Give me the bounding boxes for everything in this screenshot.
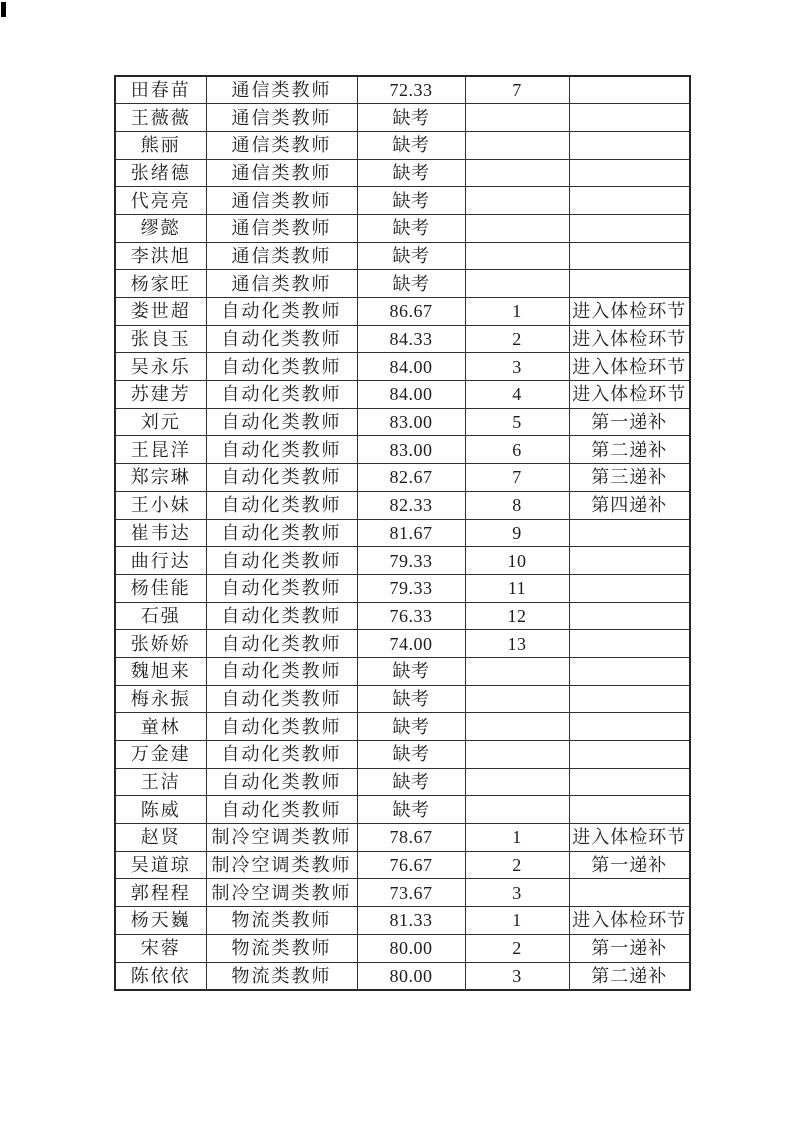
cell-score: 缺考 — [357, 796, 465, 824]
table-row — [115, 879, 690, 907]
cell-name: 杨佳能 — [115, 574, 206, 602]
cell-score: 73.67 — [357, 879, 465, 907]
cell-name: 陈依依 — [115, 962, 206, 990]
cell-name: 张良玉 — [115, 325, 206, 353]
cell-score: 81.67 — [357, 519, 465, 547]
cell-status: 第四递补 — [569, 491, 690, 519]
table-row — [115, 768, 690, 796]
cell-name: 宋蓉 — [115, 934, 206, 962]
cell-score: 81.33 — [357, 907, 465, 935]
cell-score: 84.00 — [357, 353, 465, 381]
cell-rank — [465, 768, 569, 796]
cell-score: 83.00 — [357, 408, 465, 436]
table-row — [115, 131, 690, 159]
cell-category: 自动化类教师 — [206, 630, 357, 658]
cell-category: 通信类教师 — [206, 76, 357, 104]
cell-category: 通信类教师 — [206, 214, 357, 242]
cell-name: 万金建 — [115, 741, 206, 769]
cell-category: 通信类教师 — [206, 131, 357, 159]
table-row — [115, 602, 690, 630]
table-row — [115, 713, 690, 741]
cell-status — [569, 602, 690, 630]
cell-name: 郭程程 — [115, 879, 206, 907]
cell-name: 娄世超 — [115, 298, 206, 326]
table-row — [115, 657, 690, 685]
cell-status — [569, 76, 690, 104]
table-row — [115, 298, 690, 326]
cell-name: 魏旭来 — [115, 657, 206, 685]
table-row — [115, 574, 690, 602]
cell-name: 赵贤 — [115, 824, 206, 852]
cell-rank — [465, 741, 569, 769]
cell-rank — [465, 685, 569, 713]
cell-score: 78.67 — [357, 824, 465, 852]
cell-rank — [465, 159, 569, 187]
cell-name: 苏建芳 — [115, 381, 206, 409]
cell-name: 王洁 — [115, 768, 206, 796]
cell-rank: 3 — [465, 353, 569, 381]
cell-status: 第二递补 — [569, 436, 690, 464]
cell-score: 缺考 — [357, 657, 465, 685]
cell-status: 进入体检环节 — [569, 381, 690, 409]
cell-rank: 5 — [465, 408, 569, 436]
cell-category: 自动化类教师 — [206, 685, 357, 713]
cell-score: 84.00 — [357, 381, 465, 409]
cell-status: 进入体检环节 — [569, 353, 690, 381]
cell-category: 自动化类教师 — [206, 547, 357, 575]
cell-category: 自动化类教师 — [206, 464, 357, 492]
cell-category: 制冷空调类教师 — [206, 851, 357, 879]
cell-rank — [465, 713, 569, 741]
cell-category: 通信类教师 — [206, 187, 357, 215]
cell-rank: 7 — [465, 76, 569, 104]
table-row — [115, 436, 690, 464]
cell-category: 自动化类教师 — [206, 325, 357, 353]
table-row — [115, 519, 690, 547]
cell-rank — [465, 270, 569, 298]
cell-category: 自动化类教师 — [206, 574, 357, 602]
cell-rank: 13 — [465, 630, 569, 658]
cell-status — [569, 796, 690, 824]
cell-score: 缺考 — [357, 159, 465, 187]
cell-status: 第一递补 — [569, 408, 690, 436]
cell-rank — [465, 187, 569, 215]
cell-score: 83.00 — [357, 436, 465, 464]
table-row — [115, 408, 690, 436]
cell-score: 84.33 — [357, 325, 465, 353]
cell-name: 童林 — [115, 713, 206, 741]
cell-name: 杨家旺 — [115, 270, 206, 298]
cell-status — [569, 214, 690, 242]
cell-score: 缺考 — [357, 242, 465, 270]
cell-rank: 2 — [465, 851, 569, 879]
table-row — [115, 824, 690, 852]
results-table-body — [115, 76, 690, 990]
cell-category: 制冷空调类教师 — [206, 879, 357, 907]
table-row — [115, 685, 690, 713]
cell-status: 进入体检环节 — [569, 824, 690, 852]
cell-name: 郑宗琳 — [115, 464, 206, 492]
cell-score: 82.67 — [357, 464, 465, 492]
cell-name: 崔韦达 — [115, 519, 206, 547]
cell-status — [569, 242, 690, 270]
cell-category: 自动化类教师 — [206, 768, 357, 796]
table-row — [115, 962, 690, 990]
table-row — [115, 325, 690, 353]
cell-category: 通信类教师 — [206, 270, 357, 298]
cell-name: 梅永振 — [115, 685, 206, 713]
cell-category: 自动化类教师 — [206, 436, 357, 464]
cell-status — [569, 713, 690, 741]
table-row — [115, 630, 690, 658]
cell-rank — [465, 242, 569, 270]
cell-rank — [465, 131, 569, 159]
cell-rank — [465, 657, 569, 685]
table-row — [115, 104, 690, 132]
cell-score: 76.67 — [357, 851, 465, 879]
cell-name: 刘元 — [115, 408, 206, 436]
cell-score: 86.67 — [357, 298, 465, 326]
cell-status: 第三递补 — [569, 464, 690, 492]
cell-status — [569, 768, 690, 796]
cell-name: 曲行达 — [115, 547, 206, 575]
cell-name: 石强 — [115, 602, 206, 630]
table-row — [115, 76, 690, 104]
cell-rank: 11 — [465, 574, 569, 602]
cell-score: 79.33 — [357, 574, 465, 602]
table-row — [115, 353, 690, 381]
cell-category: 自动化类教师 — [206, 381, 357, 409]
cell-name: 陈威 — [115, 796, 206, 824]
scan-corner-mark — [1, 2, 6, 17]
cell-status: 第一递补 — [569, 851, 690, 879]
cell-category: 通信类教师 — [206, 242, 357, 270]
cell-score: 72.33 — [357, 76, 465, 104]
cell-score: 80.00 — [357, 934, 465, 962]
table-row — [115, 741, 690, 769]
cell-score: 74.00 — [357, 630, 465, 658]
cell-category: 自动化类教师 — [206, 491, 357, 519]
cell-status: 第一递补 — [569, 934, 690, 962]
cell-name: 王薇薇 — [115, 104, 206, 132]
cell-status: 进入体检环节 — [569, 907, 690, 935]
table-row — [115, 464, 690, 492]
cell-score: 缺考 — [357, 685, 465, 713]
cell-category: 自动化类教师 — [206, 713, 357, 741]
cell-category: 物流类教师 — [206, 962, 357, 990]
cell-rank: 7 — [465, 464, 569, 492]
cell-category: 通信类教师 — [206, 159, 357, 187]
cell-score: 缺考 — [357, 187, 465, 215]
cell-rank: 1 — [465, 824, 569, 852]
cell-name: 吴永乐 — [115, 353, 206, 381]
cell-status — [569, 131, 690, 159]
cell-status — [569, 574, 690, 602]
table-row — [115, 491, 690, 519]
cell-score: 缺考 — [357, 214, 465, 242]
cell-category: 自动化类教师 — [206, 353, 357, 381]
cell-category: 自动化类教师 — [206, 796, 357, 824]
cell-category: 物流类教师 — [206, 934, 357, 962]
cell-rank: 1 — [465, 298, 569, 326]
cell-rank — [465, 796, 569, 824]
cell-status: 进入体检环节 — [569, 298, 690, 326]
cell-name: 王小妹 — [115, 491, 206, 519]
table-row — [115, 796, 690, 824]
cell-rank: 3 — [465, 962, 569, 990]
cell-name: 吴道琼 — [115, 851, 206, 879]
cell-name: 熊丽 — [115, 131, 206, 159]
cell-status — [569, 741, 690, 769]
cell-rank: 3 — [465, 879, 569, 907]
cell-rank: 8 — [465, 491, 569, 519]
cell-status — [569, 270, 690, 298]
cell-score: 缺考 — [357, 713, 465, 741]
cell-score: 缺考 — [357, 768, 465, 796]
cell-rank — [465, 214, 569, 242]
cell-status — [569, 879, 690, 907]
cell-status — [569, 630, 690, 658]
cell-status — [569, 685, 690, 713]
table-row — [115, 851, 690, 879]
cell-score: 82.33 — [357, 491, 465, 519]
cell-rank: 1 — [465, 907, 569, 935]
cell-status — [569, 104, 690, 132]
cell-rank: 4 — [465, 381, 569, 409]
cell-name: 缪懿 — [115, 214, 206, 242]
cell-category: 自动化类教师 — [206, 519, 357, 547]
table-row — [115, 187, 690, 215]
cell-category: 自动化类教师 — [206, 741, 357, 769]
cell-category: 自动化类教师 — [206, 298, 357, 326]
cell-status — [569, 159, 690, 187]
cell-category: 通信类教师 — [206, 104, 357, 132]
cell-name: 王昆洋 — [115, 436, 206, 464]
table-row — [115, 214, 690, 242]
cell-rank: 10 — [465, 547, 569, 575]
cell-name: 杨天巍 — [115, 907, 206, 935]
cell-category: 物流类教师 — [206, 907, 357, 935]
cell-rank: 9 — [465, 519, 569, 547]
cell-category: 制冷空调类教师 — [206, 824, 357, 852]
table-row — [115, 381, 690, 409]
cell-score: 缺考 — [357, 131, 465, 159]
cell-category: 自动化类教师 — [206, 657, 357, 685]
cell-name: 代亮亮 — [115, 187, 206, 215]
cell-score: 80.00 — [357, 962, 465, 990]
cell-score: 缺考 — [357, 741, 465, 769]
cell-category: 自动化类教师 — [206, 602, 357, 630]
cell-rank: 12 — [465, 602, 569, 630]
cell-status — [569, 519, 690, 547]
cell-name: 张娇娇 — [115, 630, 206, 658]
table-row — [115, 934, 690, 962]
cell-score: 缺考 — [357, 270, 465, 298]
cell-status — [569, 187, 690, 215]
table-row — [115, 159, 690, 187]
cell-category: 自动化类教师 — [206, 408, 357, 436]
cell-rank — [465, 104, 569, 132]
cell-name: 张绪德 — [115, 159, 206, 187]
cell-status: 进入体检环节 — [569, 325, 690, 353]
cell-rank: 2 — [465, 325, 569, 353]
table-row — [115, 907, 690, 935]
cell-score: 缺考 — [357, 104, 465, 132]
cell-status — [569, 547, 690, 575]
cell-status: 第二递补 — [569, 962, 690, 990]
cell-rank: 6 — [465, 436, 569, 464]
table-row — [115, 270, 690, 298]
cell-rank: 2 — [465, 934, 569, 962]
cell-name: 田春苗 — [115, 76, 206, 104]
cell-status — [569, 657, 690, 685]
results-table — [114, 75, 691, 991]
table-row — [115, 547, 690, 575]
cell-name: 李洪旭 — [115, 242, 206, 270]
cell-score: 76.33 — [357, 602, 465, 630]
cell-score: 79.33 — [357, 547, 465, 575]
table-row — [115, 242, 690, 270]
